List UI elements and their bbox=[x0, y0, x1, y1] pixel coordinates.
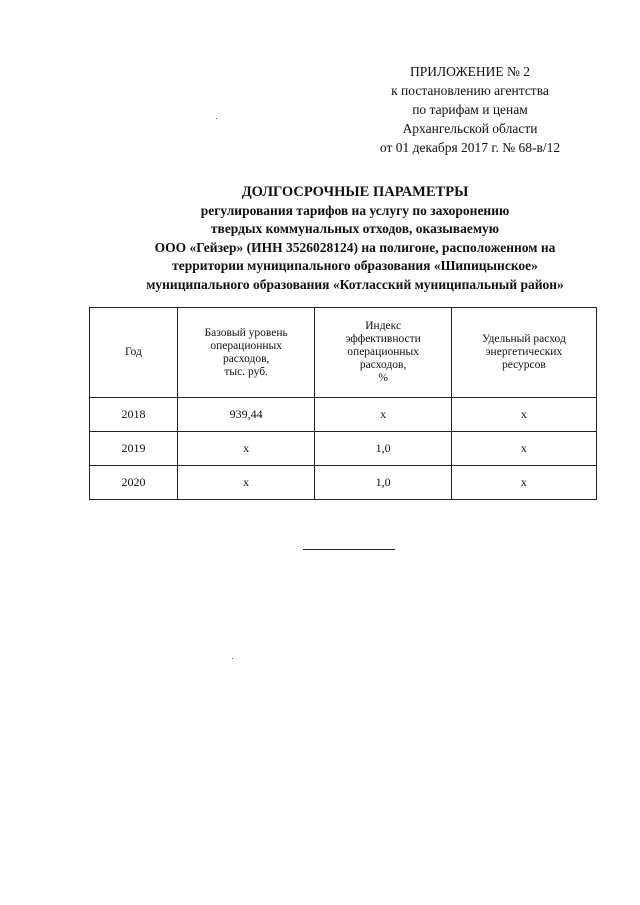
header-text: расходов, bbox=[222, 352, 270, 365]
title-line: территории муниципального образования «Шипицынское» bbox=[172, 258, 538, 273]
appendix-line: к постановлению агентства bbox=[391, 83, 549, 98]
title-line: муниципального образования «Котласский муниципальный район» bbox=[146, 276, 564, 292]
appendix-date: от 01 декабря 2017 г. № 68-в/12 bbox=[379, 140, 561, 155]
header-text: энергетических bbox=[485, 346, 563, 358]
cell-base-level: 939,44 bbox=[177, 398, 315, 432]
cell-energy-consumption: х bbox=[451, 466, 596, 500]
header-text: Индекс bbox=[365, 320, 402, 332]
scan-speck bbox=[232, 658, 233, 659]
appendix-number: ПРИЛОЖЕНИЕ № 2 bbox=[409, 64, 531, 79]
title-line: регулирования тарифов на услугу по захоронению bbox=[200, 202, 510, 218]
appendix-line: по тарифам и ценам bbox=[412, 102, 528, 117]
header-text: расходов, bbox=[359, 359, 407, 371]
header-text: операционных bbox=[210, 339, 283, 352]
table-row bbox=[90, 398, 597, 432]
closing-line bbox=[303, 549, 395, 550]
cell-efficiency-index: х bbox=[315, 398, 451, 432]
cell-year: 2018 bbox=[90, 398, 178, 432]
header-text: % bbox=[378, 372, 388, 384]
cell-base-level: х bbox=[177, 432, 315, 466]
header-efficiency-index bbox=[315, 308, 451, 398]
title-line: твердых коммунальных отходов, оказываемую bbox=[210, 221, 500, 236]
cell-year: 2020 bbox=[90, 466, 178, 500]
header-energy-consumption bbox=[451, 308, 596, 398]
title-main: ДОЛГОСРОЧНЫЕ ПАРАМЕТРЫ bbox=[241, 184, 469, 200]
scan-speck bbox=[216, 118, 217, 119]
title-line: ООО «Гейзер» (ИНН 3526028124) на полигоне, расположенном на bbox=[154, 239, 556, 255]
header-text: эффективности bbox=[345, 333, 421, 345]
cell-energy-consumption: х bbox=[451, 398, 596, 432]
appendix-block bbox=[360, 62, 580, 157]
appendix-line: Архангельской области bbox=[402, 121, 538, 136]
cell-efficiency-index: 1,0 bbox=[315, 466, 451, 500]
cell-base-level: х bbox=[177, 466, 315, 500]
cell-year: 2019 bbox=[90, 432, 178, 466]
parameters-table bbox=[89, 307, 597, 500]
table-row bbox=[90, 466, 597, 500]
header-text: операционных bbox=[347, 346, 420, 358]
header-text: Год bbox=[124, 346, 142, 358]
header-text: Удельный расход bbox=[482, 333, 566, 345]
header-text: тыс. руб. bbox=[224, 365, 268, 378]
header-text: Базовый уровень bbox=[204, 326, 288, 339]
table-row bbox=[90, 432, 597, 466]
header-base-level bbox=[177, 308, 315, 398]
header-year bbox=[90, 308, 178, 398]
header-text: ресурсов bbox=[501, 359, 546, 371]
table-header-row bbox=[90, 308, 597, 398]
cell-efficiency-index: 1,0 bbox=[315, 432, 451, 466]
cell-energy-consumption: х bbox=[451, 432, 596, 466]
document-title bbox=[90, 183, 620, 294]
